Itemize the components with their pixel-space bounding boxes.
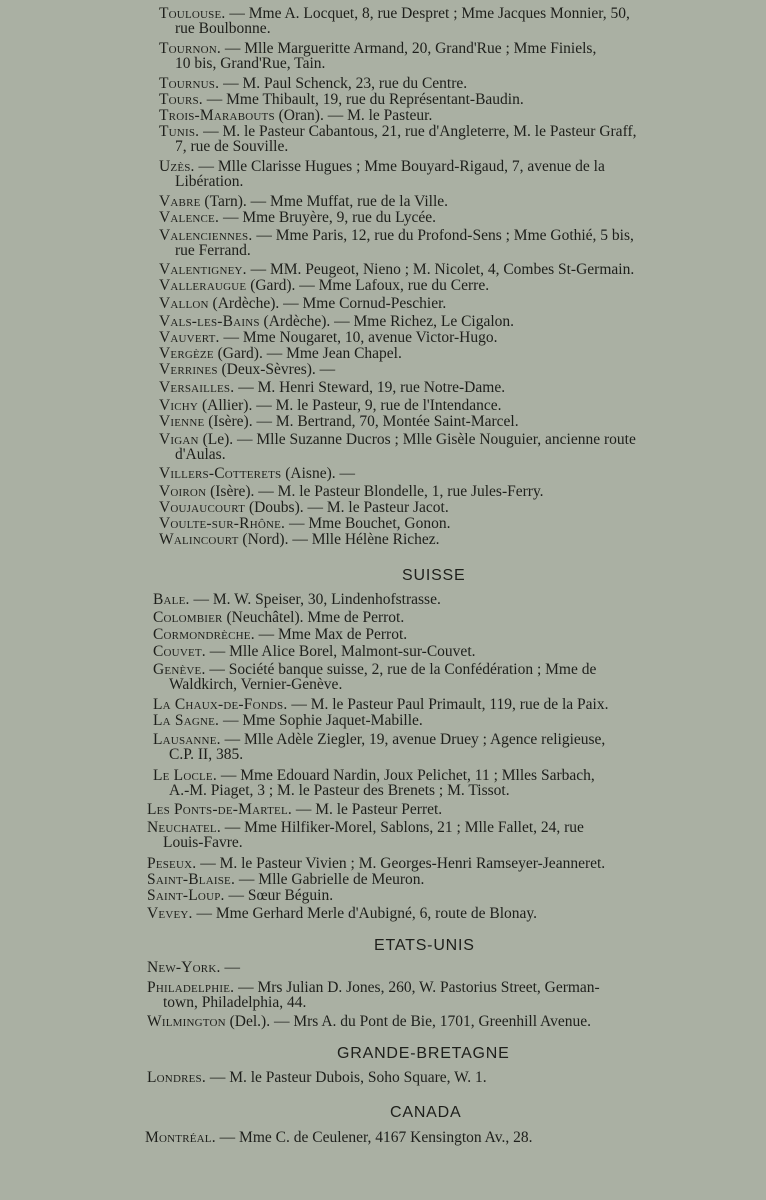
entry-city: Genève. (153, 661, 206, 678)
entry-text: (Tarn). — Mme Muffat, rue de la Ville. (204, 193, 449, 210)
list-item (147, 802, 442, 817)
entry-text: — Mme Bruyère, 9, rue du Lycée. (222, 209, 436, 226)
entry-text: — Mme Bouchet, Gonon. (289, 515, 451, 532)
entry-text: (Oran). — M. le Pasteur. (278, 107, 433, 124)
entry-text: (Aisne). — (285, 465, 355, 482)
entry-text: — Mme A. Locquet, 8, rue Despret ; Mme Jacques Monnier, 50, (229, 5, 630, 22)
entry-text: — MM. Peugeot, Nieno ; M. Nicolet, 4, Combes St-Germain. (250, 261, 635, 278)
entry-text: (Nord). — Mlle Hélène Richez. (242, 531, 440, 548)
entry-continuation: C.P. II, 385. (169, 746, 244, 763)
entry-city: Tunis. (159, 123, 200, 140)
entry-city: Valentigney. (159, 261, 247, 278)
entry-text: — M. le Pasteur Vivien ; M. Georges-Henri Ramseyer-Jeanneret. (200, 855, 606, 872)
entry-continuation: 10 bis, Grand'Rue, Tain. (175, 55, 326, 72)
entry-continuation: Libération. (175, 173, 244, 190)
list-item (153, 732, 605, 762)
entry-city: Tournus. (159, 75, 220, 92)
entry-continuation: 7, rue de Souville. (175, 138, 289, 155)
entry-city: Philadelphie. (147, 979, 235, 996)
entry-city: Montréal. (145, 1129, 216, 1146)
list-item (159, 500, 449, 515)
entry-city: Vigan (159, 431, 199, 448)
list-item (153, 713, 423, 728)
entry-city: Vals-les-Bains (159, 313, 260, 330)
entry-city: Walincourt (159, 531, 239, 548)
list-item (159, 108, 432, 123)
list-item (159, 76, 467, 91)
list-item (159, 92, 524, 107)
entry-city: Vichy (159, 397, 199, 414)
list-item (147, 872, 424, 887)
list-item (153, 592, 441, 607)
entry-city: Lausanne. (153, 731, 221, 748)
list-item (159, 330, 497, 345)
entry-city: La Sagne. (153, 712, 220, 729)
entry-text: — Mme C. de Ceulener, 4167 Kensington Av., 28. (219, 1129, 533, 1146)
section-heading: GRANDE-BRETAGNE (337, 1045, 510, 1062)
entry-text: (Del.). — Mrs A. du Pont de Bie, 1701, Greenhill Avenue. (229, 1013, 591, 1030)
entry-city: Le Locle. (153, 767, 217, 784)
entry-text: (Ardèche). — Mme Richez, Le Cigalon. (263, 313, 515, 330)
section-heading: ETATS-UNIS (374, 937, 475, 954)
entry-city: Saint-Loup. (147, 887, 225, 904)
entry-text: (Neuchâtel). Mme de Perrot. (226, 609, 405, 626)
entry-text: — Mme Sophie Jaquet-Mabille. (223, 712, 423, 729)
list-item (159, 262, 634, 277)
list-item (159, 278, 489, 293)
entry-city: Verrines (159, 361, 218, 378)
list-item (159, 296, 446, 311)
list-item (159, 6, 630, 36)
entry-text: (Deux-Sèvres). — (221, 361, 336, 378)
list-item (159, 432, 636, 462)
entry-city: Tournon. (159, 40, 221, 57)
entry-city: Voulte-sur-Rhône. (159, 515, 286, 532)
entry-text: — Société banque suisse, 2, rue de la Confédération ; Mme de (209, 661, 597, 678)
entry-text: — (224, 959, 240, 976)
entry-text: (Ardèche). — Mme Cornud-Peschier. (212, 295, 447, 312)
entry-text: — Mme Edouard Nardin, Joux Pelichet, 11 ; Mlles Sarbach, (220, 767, 595, 784)
entry-city: Bale. (153, 591, 190, 608)
entry-city: Versailles. (159, 379, 235, 396)
entry-text: (Doubs). — M. le Pasteur Jacot. (248, 499, 449, 516)
entry-text: — Mlle Alice Borel, Malmont-sur-Couvet. (209, 643, 476, 660)
entry-city: Trois-Marabouts (159, 107, 275, 124)
entry-text: (Le). — Mlle Suzanne Ducros ; Mlle Gisèle Nouguier, ancienne route (202, 431, 636, 448)
entry-text: — Mlle Adèle Ziegler, 19, avenue Druey ; Agence religieuse, (224, 731, 606, 748)
list-item (159, 516, 450, 531)
entry-text: — Mme Max de Perrot. (258, 626, 408, 643)
list-item (147, 960, 240, 975)
entry-continuation: A.-M. Piaget, 3 ; M. le Pasteur des Brenets ; M. Tissot. (169, 782, 510, 799)
list-item (147, 856, 605, 871)
entry-city: Wilmington (147, 1013, 226, 1030)
entry-text: — Mlle Clarisse Hugues ; Mme Bouyard-Rigaud, 7, avenue de la (198, 158, 605, 175)
entry-text: — M. le Pasteur Cabantous, 21, rue d'Angleterre, M. le Pasteur Graff, (203, 123, 637, 140)
list-item (159, 532, 440, 547)
entry-continuation: town, Philadelphia, 44. (163, 994, 307, 1011)
entry-continuation: rue Boulbonne. (175, 20, 271, 37)
list-item (159, 159, 605, 189)
list-item (147, 980, 600, 1010)
list-item (159, 466, 355, 481)
list-item (153, 662, 596, 692)
entry-text: — Mlle Gabrielle de Meuron. (238, 871, 425, 888)
entry-city: Valleraugue (159, 277, 247, 294)
entry-city: Voujaucourt (159, 499, 246, 516)
entry-city: New-York. (147, 959, 221, 976)
entry-text: — M. le Pasteur Perret. (295, 801, 443, 818)
entry-city: Les Ponts-de-Martel. (147, 801, 292, 818)
entry-city: Vevey. (147, 905, 193, 922)
entry-text: — M. Henri Steward, 19, rue Notre-Dame. (238, 379, 506, 396)
list-item (159, 194, 448, 209)
list-item (147, 1070, 487, 1085)
list-item (145, 1130, 532, 1145)
entry-text: — Mrs Julian D. Jones, 260, W. Pastorius Street, German- (238, 979, 600, 996)
entry-text: (Gard). — Mme Jean Chapel. (217, 345, 402, 362)
list-item (153, 697, 608, 712)
list-item (153, 768, 595, 798)
list-item (159, 484, 544, 499)
entry-text: — Mme Hilfiker-Morel, Sablons, 21 ; Mlle Fallet, 24, rue (224, 819, 584, 836)
entry-text: (Isère). — M. le Pasteur Blondelle, 1, rue Jules-Ferry. (210, 483, 544, 500)
entry-text: — Mme Gerhard Merle d'Aubigné, 6, route de Blonay. (196, 905, 538, 922)
entry-city: Colombier (153, 609, 223, 626)
entry-city: Saint-Blaise. (147, 871, 236, 888)
entry-text: — Sœur Béguin. (228, 887, 334, 904)
entry-city: Vabre (159, 193, 201, 210)
entry-text: (Allier). — M. le Pasteur, 9, rue de l'Intendance. (201, 397, 502, 414)
list-item (159, 362, 335, 377)
entry-city: Vergèze (159, 345, 214, 362)
entry-continuation: Louis-Favre. (163, 834, 243, 851)
entry-city: Valence. (159, 209, 220, 226)
entry-city: Villers-Cotterets (159, 465, 282, 482)
list-item (147, 888, 333, 903)
list-item (159, 314, 514, 329)
list-item (159, 41, 596, 71)
entry-city: Couvet. (153, 643, 206, 660)
entry-text: — Mme Nougaret, 10, avenue Victor-Hugo. (223, 329, 498, 346)
list-item (159, 228, 634, 258)
entry-city: Vallon (159, 295, 209, 312)
list-item (159, 210, 436, 225)
entry-city: Vienne (159, 413, 205, 430)
entry-city: Toulouse. (159, 5, 226, 22)
entry-text: — M. W. Speiser, 30, Lindenhofstrasse. (193, 591, 441, 608)
entry-city: La Chaux-de-Fonds. (153, 696, 288, 713)
list-item (153, 610, 404, 625)
entry-city: Peseux. (147, 855, 197, 872)
entry-city: Voiron (159, 483, 207, 500)
entry-text: — M. Paul Schenck, 23, rue du Centre. (223, 75, 468, 92)
entry-text: (Isère). — M. Bertrand, 70, Montée Saint-Marcel. (208, 413, 519, 430)
list-item (153, 644, 476, 659)
entry-text: — Mme Thibault, 19, rue du Représentant-Baudin. (206, 91, 524, 108)
entry-text: — M. le Pasteur Paul Primault, 119, rue de la Paix. (291, 696, 609, 713)
entry-continuation: Waldkirch, Vernier-Genève. (169, 676, 343, 693)
list-item (147, 1014, 591, 1029)
entry-city: Neuchatel. (147, 819, 221, 836)
entry-city: Valenciennes. (159, 227, 253, 244)
list-item (159, 346, 402, 361)
list-item (147, 906, 537, 921)
list-item (159, 398, 502, 413)
entry-city: Cormondrèche. (153, 626, 255, 643)
entry-city: Uzès. (159, 158, 195, 175)
list-item (159, 380, 505, 395)
entry-text: — Mme Paris, 12, rue du Profond-Sens ; Mme Gothié, 5 bis, (256, 227, 634, 244)
entry-text: — Mlle Margueritte Armand, 20, Grand'Rue ; Mme Finiels, (224, 40, 597, 57)
entry-city: Londres. (147, 1069, 206, 1086)
list-item (159, 124, 636, 154)
entry-continuation: d'Aulas. (175, 446, 226, 463)
section-heading: SUISSE (402, 567, 466, 584)
list-item (147, 820, 584, 850)
entry-city: Vauvert. (159, 329, 220, 346)
section-heading: CANADA (390, 1104, 462, 1121)
list-item (159, 414, 519, 429)
entry-text: — M. le Pasteur Dubois, Soho Square, W. 1. (209, 1069, 487, 1086)
entry-city: Tours. (159, 91, 203, 108)
entry-continuation: rue Ferrand. (175, 242, 251, 259)
entry-text: (Gard). — Mme Lafoux, rue du Cerre. (250, 277, 490, 294)
list-item (153, 627, 407, 642)
